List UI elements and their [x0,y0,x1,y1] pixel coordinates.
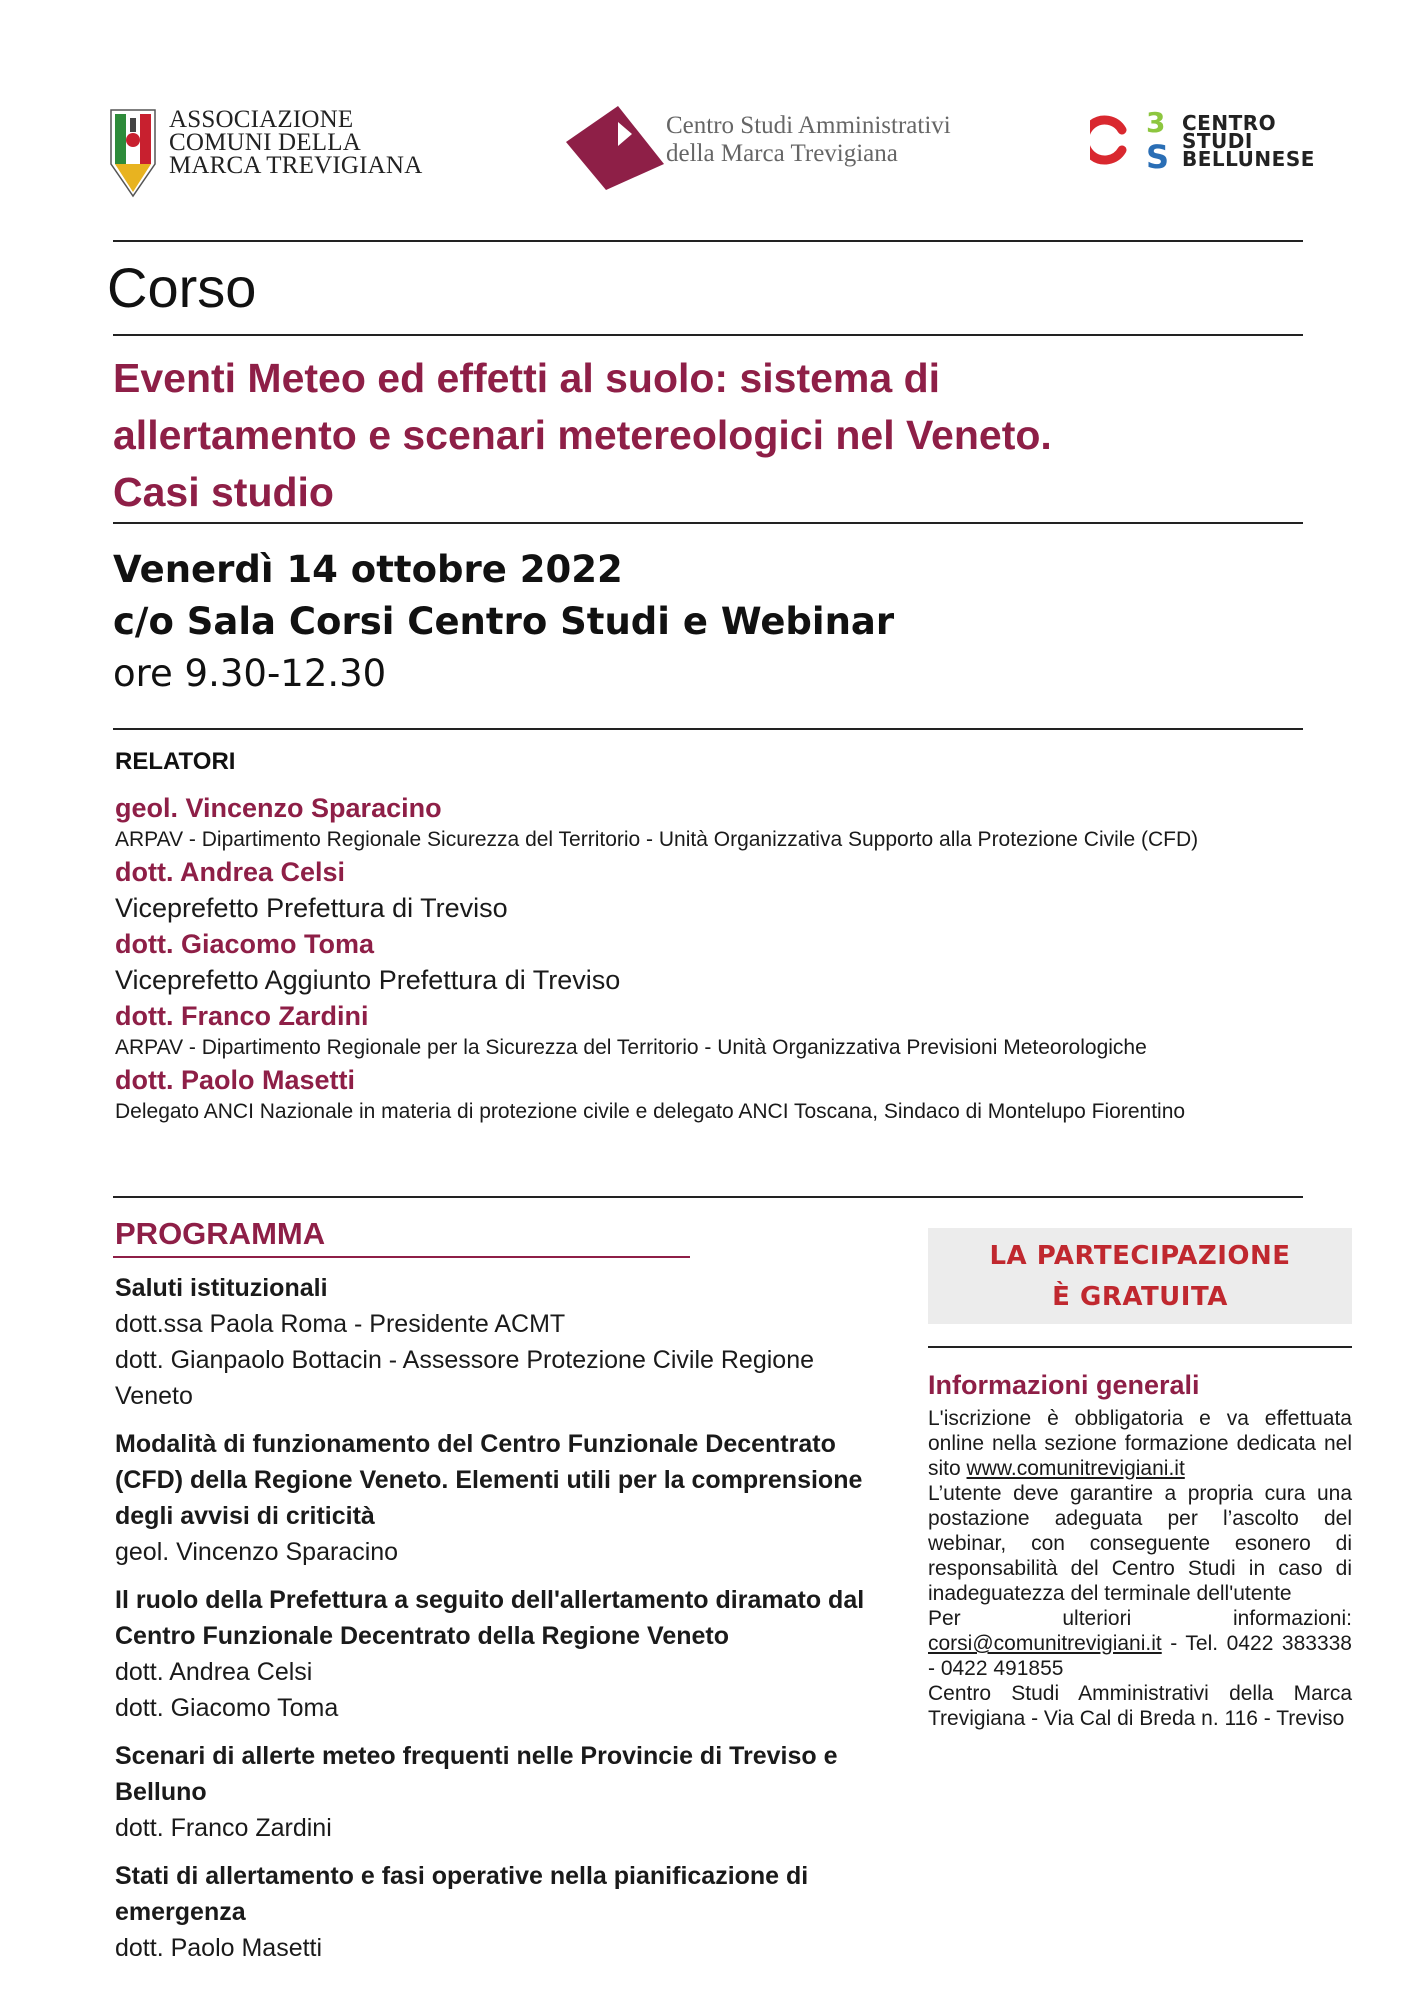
acmt-logo [107,104,427,204]
course-title-line1: Eventi Meteo ed effetti al suolo: sistema di [113,355,941,401]
csb-name-line2: STUDI [1182,129,1253,153]
program-list [115,1270,875,1978]
program-item-title: Il ruolo della Prefettura a seguito dell'allertamento diramato dal Centro Funzionale Decentrato della Regione Veneto [115,1586,865,1650]
speaker-role: Delegato ANCI Nazionale in materia di protezione civile e delegato ANCI Toscana, Sindaco di Montelupo Fiorentino [115,1100,1186,1123]
speaker-role: ARPAV - Dipartimento Regionale per la Sicurezza del Territorio - Unità Organizzativa Previsioni Meteorologiche [115,1036,1147,1059]
free-participation-line1: LA PARTECIPAZIONE [989,1241,1291,1271]
speaker-name: dott. Giacomo Toma [115,929,375,959]
csa-emblem-icon [566,104,666,190]
program-item [115,1582,875,1726]
program-item-speaker: geol. Vincenzo Sparacino [115,1538,399,1566]
event-time: ore 9.30-12.30 [113,652,387,695]
csa-logo [566,104,976,194]
speaker-item [115,998,1301,1062]
csa-name-line2: della Marca Trevigiana [666,140,898,167]
speaker-name: dott. Andrea Celsi [115,857,346,887]
csb-name-line3: BELLUNESE [1182,147,1315,171]
info-webinar-text: L’utente deve garantire a propria cura una postazione adeguata per l’ascolto del webinar, con conseguente esonero di responsabilità del Centro Studi in caso di inadeguatezza del terminale dell'utente [928,1482,1352,1605]
info-registration-text: L'iscrizione è obbligatoria e va effettuata online nella sezione formazione dedicata nel sito [928,1407,1352,1480]
course-title [113,350,1313,521]
acmt-name-line2: COMUNI DELLA [169,129,361,156]
divider [113,334,1303,336]
free-participation-line2: È GRATUITA [1052,1282,1228,1312]
divider [113,240,1303,242]
program-heading-underline [113,1256,690,1258]
program-item-speaker: dott. Paolo Masetti [115,1934,323,1962]
course-title-line3: Casi studio [113,469,334,515]
acmt-emblem-icon [107,104,159,202]
info-paragraph [928,1481,1352,1606]
program-item [115,1270,875,1414]
program-item-speaker: dott. Giacomo Toma [115,1694,339,1722]
csb-name-line1: CENTRO [1182,111,1277,135]
program-item [115,1738,875,1846]
divider [113,728,1303,730]
speakers-heading: RELATORI [115,748,236,775]
speaker-role: ARPAV - Dipartimento Regionale Sicurezza del Territorio - Unità Organizzativa Supporto alla Protezione Civile (CFD) [115,828,1199,851]
program-item-speaker: dott. Gianpaolo Bottacin - Assessore Protezione Civile Regione Veneto [115,1346,814,1410]
program-item-speaker: dott. Andrea Celsi [115,1658,313,1686]
program-item-title: Saluti istituzionali [115,1274,328,1302]
speaker-name: geol. Vincenzo Sparacino [115,793,442,823]
info-paragraph [928,1406,1352,1481]
speaker-role: Viceprefetto Prefettura di Treviso [115,893,508,923]
course-title-line2: allertamento e scenari metereologici nel Veneto. [113,412,1052,458]
course-kind-label: Corso [107,256,257,319]
csb-logo [1090,104,1330,184]
info-phone-text: - Tel. 0422 383338 - 0422 491855 [928,1632,1352,1680]
speaker-name: dott. Paolo Masetti [115,1065,356,1095]
speaker-role: Viceprefetto Aggiunto Prefettura di Treviso [115,965,621,995]
program-heading: PROGRAMMA [115,1216,326,1251]
program-item-title: Scenari di allerte meteo frequenti nelle Provincie di Treviso e Belluno [115,1742,838,1806]
speaker-item [115,1062,1301,1126]
acmt-name-line1: ASSOCIAZIONE [169,106,354,133]
info-address-text: Centro Studi Amministrativi della Marca Trevigiana - Via Cal di Breda n. 116 - Treviso [928,1682,1352,1730]
speaker-item [115,926,1301,998]
speaker-item [115,854,1301,926]
free-participation-box [928,1228,1352,1324]
program-item-title: Stati di allertamento e fasi operative nella pianificazione di emergenza [115,1862,809,1926]
svg-text:3: 3 [1146,106,1166,139]
program-item [115,1426,875,1570]
csa-name-line1: Centro Studi Amministrativi [666,112,951,139]
event-place: c/o Sala Corsi Centro Studi e Webinar [113,600,895,643]
speaker-item [115,790,1301,854]
divider [113,1196,1303,1198]
speakers-list [115,790,1301,1126]
info-paragraph [928,1681,1352,1731]
acmt-name-line3: MARCA TREVIGIANA [169,152,423,179]
program-item-title: Modalità di funzionamento del Centro Funzionale Decentrato (CFD) della Regione Veneto. Elementi utili per la comprensione degli avvisi di criticità [115,1430,863,1530]
website-link[interactable]: www.comunitrevigiani.it [966,1457,1185,1480]
info-contact-text: Per ulteriori informazioni: [928,1607,1352,1630]
program-item-speaker: dott.ssa Paola Roma - Presidente ACMT [115,1310,566,1338]
divider [113,522,1303,524]
info-body [928,1406,1352,1731]
csb-emblem-icon [1090,104,1170,180]
divider [928,1346,1352,1348]
program-item [115,1858,875,1966]
info-paragraph [928,1606,1352,1681]
email-link[interactable]: corsi@comunitrevigiani.it [928,1632,1162,1655]
program-item-speaker: dott. Franco Zardini [115,1814,332,1842]
speaker-name: dott. Franco Zardini [115,1001,369,1031]
svg-text:S: S [1146,138,1170,176]
info-heading: Informazioni generali [928,1370,1200,1400]
event-date: Venerdì 14 ottobre 2022 [113,548,623,591]
